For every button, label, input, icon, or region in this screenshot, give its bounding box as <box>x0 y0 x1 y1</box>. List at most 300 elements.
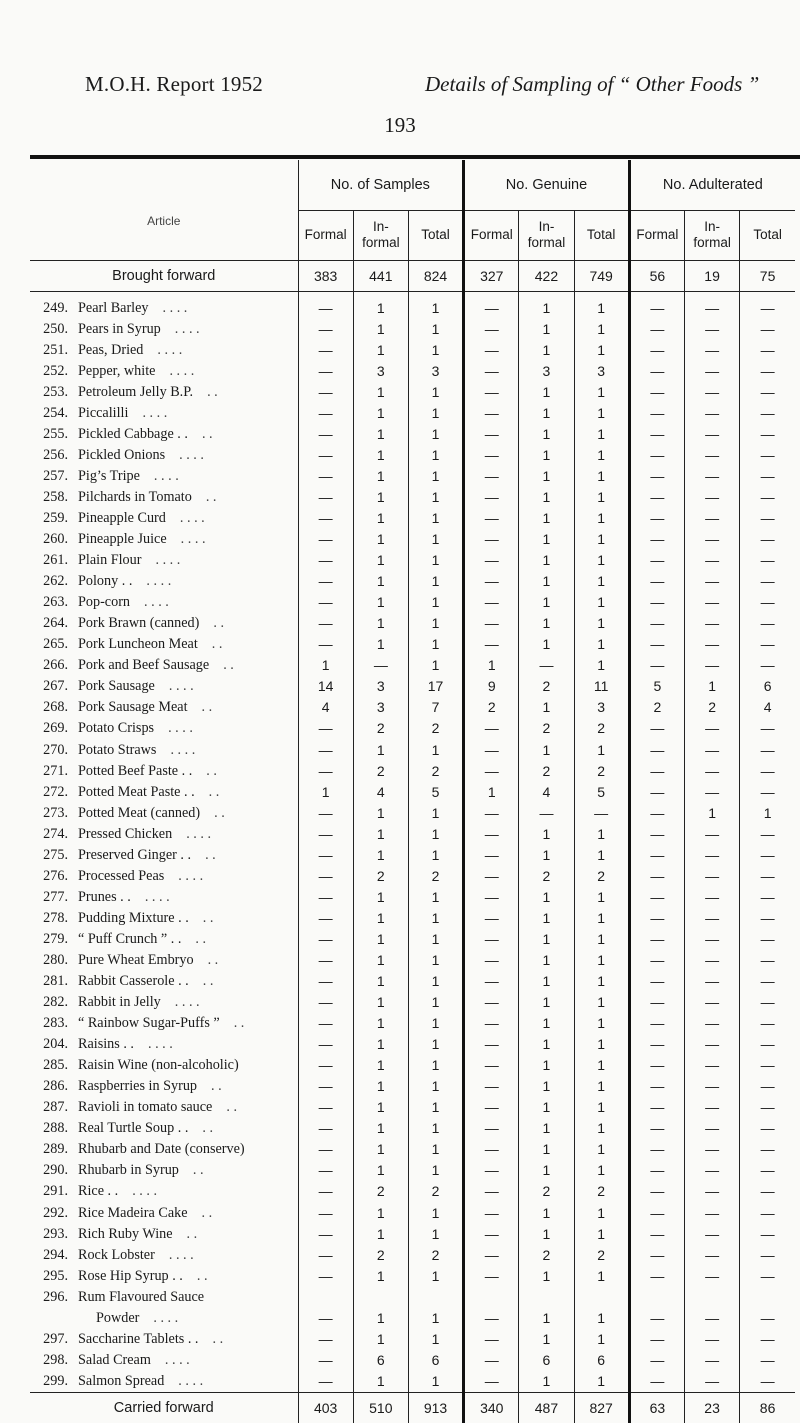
item-number: 296. <box>43 1288 68 1305</box>
cell-value: 1 <box>353 382 408 403</box>
cell-value: 2 <box>574 1245 629 1266</box>
cell-value: 1 <box>519 1055 574 1076</box>
leader-dots: . . <box>205 846 216 863</box>
cell-value: — <box>684 1055 739 1076</box>
item-number: 288. <box>43 1120 68 1137</box>
cell-value: — <box>629 1329 684 1350</box>
cell-value: 1 <box>353 424 408 445</box>
cell-value: — <box>298 298 353 319</box>
table-row <box>30 1139 795 1160</box>
cell-value: — <box>684 992 739 1013</box>
cell-value: 1 <box>353 1329 408 1350</box>
cell-value: — <box>464 992 519 1013</box>
cell-value: 3 <box>574 361 629 382</box>
cell-value: — <box>298 1118 353 1139</box>
cell-value: — <box>740 1329 795 1350</box>
cell-value: 1 <box>408 1034 463 1055</box>
cell-value: — <box>464 403 519 424</box>
item-number: 277. <box>43 888 68 905</box>
cell-value: — <box>629 1371 684 1393</box>
cell-value: — <box>629 361 684 382</box>
cell-value: — <box>298 508 353 529</box>
cell-value: 1 <box>574 487 629 508</box>
leader-dots: . . <box>207 951 219 968</box>
cell-value: — <box>298 1266 353 1287</box>
item-name: Rhubarb and Date (conserve) <box>78 1141 245 1158</box>
cell-value: — <box>684 1097 739 1118</box>
article-cell <box>30 487 298 508</box>
table-row <box>30 403 795 424</box>
item-name: Prunes . . <box>78 888 131 905</box>
table-row <box>30 1329 795 1350</box>
cell-value: — <box>464 1224 519 1245</box>
item-name: Rice . . <box>78 1183 119 1200</box>
leader-dots: . . . . <box>142 404 168 421</box>
item-number: 261. <box>43 552 68 569</box>
cell-value: 1 <box>519 634 574 655</box>
cell-value: 23 <box>684 1392 739 1423</box>
cell-value: 1 <box>519 319 574 340</box>
cell-value: 1 <box>519 971 574 992</box>
cell-value: — <box>740 929 795 950</box>
item-number: 279. <box>43 930 68 947</box>
article-cell <box>30 782 298 803</box>
cell-value: 1 <box>519 992 574 1013</box>
cell-value: 2 <box>519 718 574 739</box>
cell-value: — <box>740 487 795 508</box>
cell-value: — <box>684 613 739 634</box>
table-row <box>30 1224 795 1245</box>
cell-value: 1 <box>408 1013 463 1034</box>
leader-dots: . . <box>226 1099 237 1116</box>
cell-value: — <box>740 424 795 445</box>
item-name: Potted Meat (canned) <box>78 804 201 821</box>
cell-value: 1 <box>574 887 629 908</box>
cell-value: — <box>740 382 795 403</box>
cell-value: — <box>740 403 795 424</box>
article-cell <box>30 508 298 529</box>
item-name: Ravioli in tomato sauce <box>78 1099 213 1116</box>
cell-value: 1 <box>519 1160 574 1181</box>
cell-value: — <box>464 1371 519 1393</box>
cell-value: 1 <box>574 1160 629 1181</box>
cell-value: 1 <box>353 592 408 613</box>
cell-value: — <box>684 971 739 992</box>
cell-value: — <box>298 887 353 908</box>
leader-dots: . . <box>211 1078 222 1095</box>
col-header-formal: Formal <box>464 211 519 261</box>
cell-value: — <box>464 824 519 845</box>
leader-dots: . . <box>196 1267 208 1284</box>
cell-value: 1 <box>353 466 408 487</box>
brought-forward-row <box>30 260 795 291</box>
item-name: Pears in Syrup <box>78 320 161 337</box>
item-number: 266. <box>43 657 68 674</box>
cell-value: — <box>629 1266 684 1287</box>
cell-value: 1 <box>519 1203 574 1224</box>
cell-value: 1 <box>519 950 574 971</box>
cell-value: 1 <box>574 466 629 487</box>
cell-value: — <box>464 487 519 508</box>
cell-value: 1 <box>519 529 574 550</box>
cell-value <box>353 1287 408 1308</box>
cell-value: — <box>740 824 795 845</box>
cell-value: 1 <box>574 1139 629 1160</box>
cell-value: 1 <box>574 445 629 466</box>
item-name: Pork Sausage Meat <box>78 699 188 716</box>
cell-value: 1 <box>574 571 629 592</box>
cell-value: — <box>684 487 739 508</box>
cell-value: 1 <box>574 613 629 634</box>
cell-value: 1 <box>574 634 629 655</box>
table-row <box>30 1350 795 1371</box>
item-number: 299. <box>43 1372 68 1389</box>
item-name: Plain Flour <box>78 552 142 569</box>
table-row <box>30 1118 795 1139</box>
cell-value: 5 <box>408 782 463 803</box>
cell-value: — <box>740 992 795 1013</box>
cell-value: — <box>740 908 795 929</box>
cell-value: 1 <box>574 298 629 319</box>
cell-value: 1 <box>574 340 629 361</box>
cell-value: — <box>298 1181 353 1202</box>
cell-value: — <box>684 1308 739 1329</box>
cell-value: — <box>629 466 684 487</box>
cell-value: — <box>684 782 739 803</box>
article-cell <box>30 761 298 782</box>
cell-value: — <box>464 424 519 445</box>
item-name: Pickled Onions <box>78 446 166 463</box>
cell-value: 1 <box>408 298 463 319</box>
cell-value: — <box>684 424 739 445</box>
cell-value: 1 <box>408 592 463 613</box>
carried-forward-label: Carried forward <box>30 1392 298 1423</box>
col-header-formal: Formal <box>298 211 353 261</box>
leader-dots: . . . . <box>178 867 204 884</box>
cell-value: 1 <box>519 1139 574 1160</box>
item-number: 270. <box>43 741 68 758</box>
cell-value <box>684 1287 739 1308</box>
item-name: Petroleum Jelly B.P. <box>78 383 194 400</box>
sampling-table <box>30 160 795 1423</box>
group-header-adulterated: No. Adulterated <box>629 160 795 211</box>
cell-value: 1 <box>408 529 463 550</box>
cell-value: — <box>740 319 795 340</box>
cell-value: 1 <box>408 803 463 824</box>
table-row <box>30 971 795 992</box>
cell-value: 1 <box>353 992 408 1013</box>
article-cell <box>30 1266 298 1287</box>
item-number: 282. <box>43 994 68 1011</box>
cell-value: 9 <box>464 676 519 697</box>
cell-value: 1 <box>353 1139 408 1160</box>
cell-value: 1 <box>519 1308 574 1329</box>
cell-value: 1 <box>574 908 629 929</box>
item-number: 295. <box>43 1267 68 1284</box>
cell-value: 1 <box>574 1371 629 1393</box>
cell-value: 1 <box>408 340 463 361</box>
cell-value: — <box>629 887 684 908</box>
cell-value: 1 <box>574 1266 629 1287</box>
cell-value: 1 <box>353 340 408 361</box>
cell-value: — <box>464 298 519 319</box>
cell-value: 2 <box>408 718 463 739</box>
cell-value: 2 <box>574 1181 629 1202</box>
item-name: Pure Wheat Embryo <box>78 951 194 968</box>
cell-value: — <box>298 739 353 760</box>
col-header-informal: In- formal <box>684 211 739 261</box>
table-row <box>30 466 795 487</box>
cell-value: — <box>464 718 519 739</box>
leader-dots: . . <box>201 425 213 442</box>
cell-value: 1 <box>353 1224 408 1245</box>
brought-forward-label: Brought forward <box>30 260 298 291</box>
cell-value: — <box>629 319 684 340</box>
cell-value: — <box>684 1181 739 1202</box>
cell-value: 1 <box>408 992 463 1013</box>
cell-value: 1 <box>519 1118 574 1139</box>
item-name: Potato Crisps <box>78 720 155 737</box>
cell-value: 2 <box>684 697 739 718</box>
cell-value: 6 <box>519 1350 574 1371</box>
cell-value: — <box>298 1013 353 1034</box>
cell-value: — <box>684 1329 739 1350</box>
cell-value: — <box>740 466 795 487</box>
cell-value: — <box>629 824 684 845</box>
leader-dots: . . <box>205 488 217 505</box>
cell-value: 1 <box>353 529 408 550</box>
cell-value: 1 <box>574 424 629 445</box>
cell-value: — <box>740 1181 795 1202</box>
leader-dots: . . <box>202 1120 214 1137</box>
cell-value: 1 <box>574 403 629 424</box>
cell-value: — <box>464 1245 519 1266</box>
cell-value: 1 <box>408 1097 463 1118</box>
table-row <box>30 887 795 908</box>
cell-value: 1 <box>408 403 463 424</box>
item-number: 251. <box>43 341 68 358</box>
leader-dots: . . <box>186 1225 198 1242</box>
cell-value: — <box>740 592 795 613</box>
item-number: 249. <box>43 299 68 316</box>
cell-value: — <box>298 571 353 592</box>
article-cell <box>30 613 298 634</box>
item-number: 285. <box>43 1057 68 1074</box>
cell-value: — <box>464 929 519 950</box>
cell-value: 1 <box>408 466 463 487</box>
cell-value: — <box>298 1076 353 1097</box>
cell-value: 3 <box>408 361 463 382</box>
cell-value: 1 <box>519 508 574 529</box>
leader-dots: . . . . <box>180 531 206 548</box>
table-row <box>30 1245 795 1266</box>
table-row <box>30 929 795 950</box>
cell-value: 1 <box>408 571 463 592</box>
article-cell <box>30 676 298 697</box>
cell-value: — <box>684 319 739 340</box>
item-number: 263. <box>43 594 68 611</box>
cell-value: 1 <box>574 1034 629 1055</box>
cell-value: 2 <box>353 1245 408 1266</box>
table-row <box>30 697 795 718</box>
cell-value: 2 <box>629 697 684 718</box>
cell-value: — <box>464 908 519 929</box>
item-number: 294. <box>43 1246 68 1263</box>
leader-dots: . . . . <box>170 741 196 758</box>
item-name: Pork Sausage <box>78 678 155 695</box>
cell-value: 1 <box>519 929 574 950</box>
cell-value: — <box>629 655 684 676</box>
cell-value: — <box>464 803 519 824</box>
table-row <box>30 1203 795 1224</box>
cell-value: — <box>629 1350 684 1371</box>
cell-value: — <box>740 1055 795 1076</box>
cell-value: — <box>464 613 519 634</box>
article-cell <box>30 1308 298 1329</box>
cell-value: 3 <box>519 361 574 382</box>
cell-value: — <box>684 655 739 676</box>
cell-value: — <box>464 571 519 592</box>
item-name: Preserved Ginger . . <box>78 846 192 863</box>
cell-value: 56 <box>629 260 684 291</box>
cell-value: 1 <box>408 845 463 866</box>
leader-dots: . . . . <box>153 1309 179 1326</box>
item-number: 290. <box>43 1162 68 1179</box>
cell-value: — <box>464 1055 519 1076</box>
cell-value: 1 <box>574 1329 629 1350</box>
cell-value: — <box>464 319 519 340</box>
cell-value: — <box>464 887 519 908</box>
table-row <box>30 761 795 782</box>
cell-value: — <box>629 529 684 550</box>
cell-value: — <box>464 466 519 487</box>
table-row <box>30 739 795 760</box>
cell-value: 1 <box>519 1034 574 1055</box>
table-row <box>30 1097 795 1118</box>
cell-value: 1 <box>353 1266 408 1287</box>
col-header-total: Total <box>408 211 463 261</box>
leader-dots: . . <box>192 1162 204 1179</box>
item-name: Potted Beef Paste . . <box>78 762 193 779</box>
cell-value: 1 <box>574 950 629 971</box>
cell-value: — <box>464 739 519 760</box>
cell-value: 327 <box>464 260 519 291</box>
cell-value: 1 <box>408 1224 463 1245</box>
cell-value: 1 <box>464 782 519 803</box>
cell-value: — <box>629 424 684 445</box>
cell-value <box>519 1287 574 1308</box>
cell-value: — <box>298 445 353 466</box>
item-number: 281. <box>43 973 68 990</box>
cell-value: — <box>684 1350 739 1371</box>
cell-value: 1 <box>519 697 574 718</box>
cell-value: 1 <box>353 613 408 634</box>
cell-value: — <box>464 634 519 655</box>
cell-value: 1 <box>519 403 574 424</box>
cell-value: 1 <box>519 571 574 592</box>
cell-value: 1 <box>684 803 739 824</box>
cell-value: — <box>740 655 795 676</box>
leader-dots: . . . . <box>168 678 194 695</box>
cell-value: 1 <box>353 1055 408 1076</box>
cell-value: 913 <box>408 1392 463 1423</box>
article-cell <box>30 929 298 950</box>
cell-value: 1 <box>519 487 574 508</box>
cell-value: 1 <box>408 739 463 760</box>
cell-value: — <box>629 634 684 655</box>
cell-value: — <box>298 1160 353 1181</box>
cell-value: — <box>629 718 684 739</box>
cell-value: 1 <box>298 782 353 803</box>
cell-value: 403 <box>298 1392 353 1423</box>
cell-value: — <box>684 361 739 382</box>
page-heading: Details of Sampling of “ Other Foods ” <box>425 72 760 96</box>
cell-value <box>740 1287 795 1308</box>
cell-value: — <box>629 1139 684 1160</box>
leader-dots: . . . . <box>147 1036 173 1053</box>
cell-value: — <box>629 1160 684 1181</box>
item-number: 280. <box>43 951 68 968</box>
item-number: 286. <box>43 1078 68 1095</box>
cell-value: — <box>574 803 629 824</box>
item-number: 260. <box>43 531 68 548</box>
item-number: 289. <box>43 1141 68 1158</box>
cell-value: 1 <box>574 508 629 529</box>
cell-value: — <box>464 1308 519 1329</box>
leader-dots: . . . . <box>186 825 212 842</box>
cell-value: 1 <box>408 508 463 529</box>
cell-value: 1 <box>574 992 629 1013</box>
cell-value: 1 <box>574 1224 629 1245</box>
cell-value: — <box>629 592 684 613</box>
cell-value: 1 <box>684 676 739 697</box>
item-name: Peas, Dried <box>78 341 144 358</box>
table-row <box>30 550 795 571</box>
article-cell <box>30 887 298 908</box>
cell-value: — <box>298 803 353 824</box>
article-cell <box>30 845 298 866</box>
leader-dots: . . . . <box>146 573 172 590</box>
cell-value: — <box>684 1224 739 1245</box>
article-cell <box>30 529 298 550</box>
cell-value: 2 <box>408 761 463 782</box>
item-name: Pineapple Juice <box>78 531 167 548</box>
group-header-samples: No. of Samples <box>298 160 464 211</box>
cell-value: 1 <box>574 655 629 676</box>
cell-value: — <box>740 782 795 803</box>
cell-value: — <box>298 718 353 739</box>
table-row <box>30 676 795 697</box>
cell-value: — <box>298 1203 353 1224</box>
item-name: Raisins . . <box>78 1036 134 1053</box>
item-number: 275. <box>43 846 68 863</box>
report-title: M.O.H. Report 1952 <box>85 72 264 96</box>
item-number: 264. <box>43 615 68 632</box>
article-cell <box>30 1329 298 1350</box>
leader-dots: . . <box>202 973 214 990</box>
cell-value: 1 <box>353 739 408 760</box>
cell-value: — <box>740 845 795 866</box>
cell-value: — <box>684 929 739 950</box>
cell-value: — <box>298 466 353 487</box>
item-number: 276. <box>43 867 68 884</box>
cell-value: — <box>740 1076 795 1097</box>
item-number: 254. <box>43 404 68 421</box>
cell-value: — <box>629 1224 684 1245</box>
cell-value: 63 <box>629 1392 684 1423</box>
cell-value: — <box>740 634 795 655</box>
cell-value: 2 <box>353 1181 408 1202</box>
